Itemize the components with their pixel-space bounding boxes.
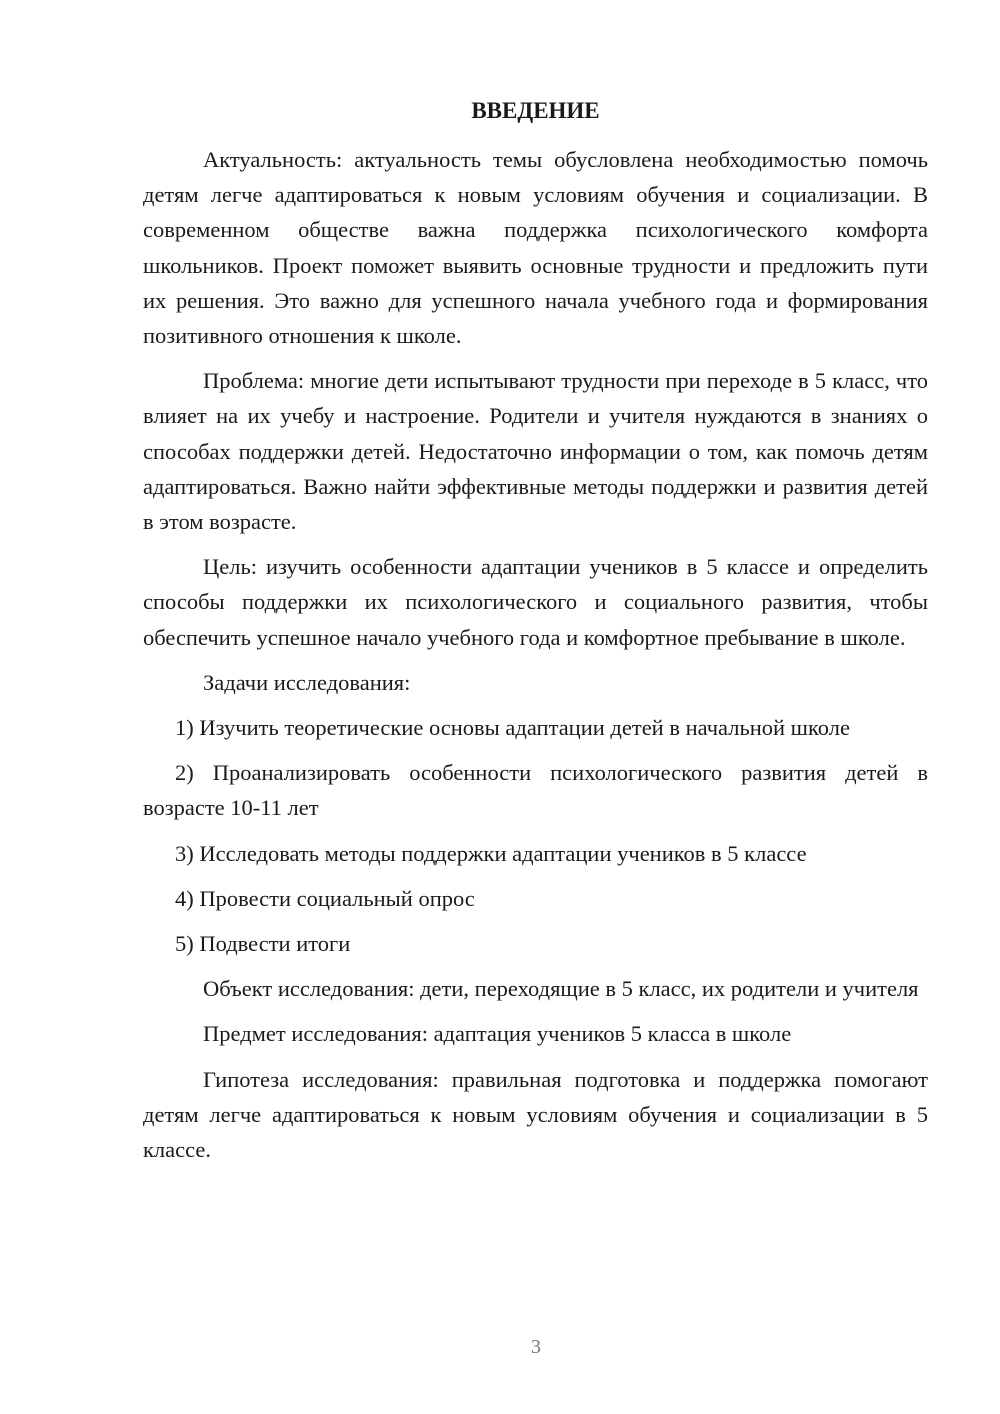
task-item-2: 2) Проанализировать особенности психологического развития детей в возрасте 10-11 лет bbox=[143, 760, 928, 821]
hypothesis-paragraph: Гипотеза исследования: правильная подготовка и поддержка помогают детям легче адаптироваться к новым условиям обучения и социализации в 5 классе. bbox=[143, 1066, 928, 1163]
subject-paragraph: Предмет исследования: адаптация учеников 5 класса в школе bbox=[203, 1021, 792, 1047]
document-body bbox=[143, 142, 928, 1177]
section-title: ВВЕДЕНИЕ bbox=[471, 98, 600, 123]
page-number: 3 bbox=[531, 1336, 541, 1358]
object-paragraph: Объект исследования: дети, переходящие в 5 класс, их родители и учителя bbox=[203, 976, 919, 1002]
tasks-heading: Задачи исследования: bbox=[203, 669, 411, 695]
relevance-paragraph: Актуальность: актуальность темы обусловлена необходимостью помочь детям легче адаптироваться к новым условиям обучения и социализации. В современном обществе важна поддержка психологического комфорта школьников. Проект поможет выявить основные трудности и предложить пути их решения. Это важно для успешного начала учебного года и формирования позитивного отношения к школе. bbox=[143, 147, 928, 349]
problem-paragraph: Проблема: многие дети испытывают трудности при переходе в 5 класс, что влияет на их учебу и настроение. Родители и учителя нуждаются в знаниях о способах поддержки детей. Недостаточно информации о том, как помочь детям адаптироваться. Важно найти эффективные методы поддержки и развития детей в этом возрасте. bbox=[143, 368, 928, 535]
goal-paragraph: Цель: изучить особенности адаптации учеников в 5 классе и определить способы поддержки их психологического и социального развития, чтобы обеспечить успешное начало учебного года и комфортное пребывание в школе. bbox=[143, 554, 928, 650]
task-item-3: 3) Исследовать методы поддержки адаптации учеников в 5 классе bbox=[175, 840, 807, 866]
task-item-4: 4) Провести социальный опрос bbox=[175, 885, 475, 911]
task-item-1: 1) Изучить теоретические основы адаптации детей в начальной школе bbox=[175, 715, 850, 741]
task-item-5: 5) Подвести итоги bbox=[175, 931, 351, 957]
